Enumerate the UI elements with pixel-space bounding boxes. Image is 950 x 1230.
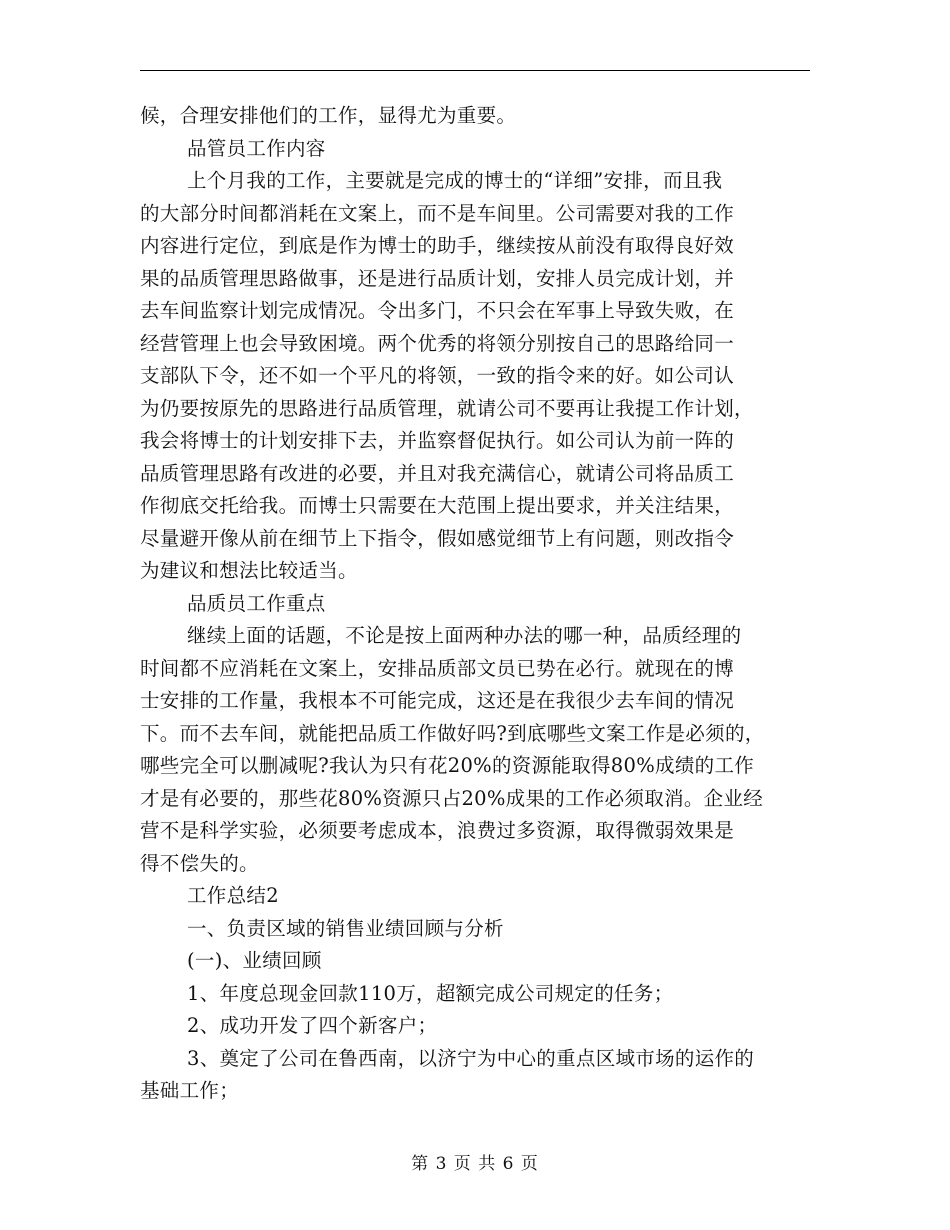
text-line: 哪些完全可以删减呢?我认为只有花20%的资源能取得80%成绩的工作 (140, 754, 755, 777)
header-rule (140, 70, 810, 71)
text-line: 营不是科学实验，必须要考虑成本，浪费过多资源，取得微弱效果是 (140, 819, 735, 842)
text-line: 2、成功开发了四个新客户； (187, 1014, 438, 1037)
text-line: 才是有必要的，那些花80%资源只占20%成果的工作必须取消。企业经 (140, 786, 764, 810)
text-line: 上个月我的工作，主要就是完成的博士的“详细”安排，而且我 (187, 169, 723, 192)
text-line: 支部队下令，还不如一个平凡的将领，一致的指令来的好。如公司认 (140, 364, 735, 387)
text-line: 品质管理思路有改进的必要，并且对我充满信心，就请公司将品质工 (140, 461, 735, 485)
text-line: 品管员工作内容 (187, 136, 326, 160)
text-line: 为建议和想法比较适当。 (140, 559, 358, 582)
text-line: 我会将博士的计划安排下去，并监察督促执行。如公司认为前一阵的 (140, 429, 735, 452)
page-number: 第 3 页 共 6 页 (411, 1154, 539, 1174)
text-line: 士安排的工作量，我根本不可能完成，这还是在我很少去车间的情况 (140, 689, 735, 712)
text-line: 果的品质管理思路做事，还是进行品质计划，安排人员完成计划，并 (140, 266, 735, 290)
text-line: 时间都不应消耗在文案上，安排品质部文员已势在必行。就现在的博 (140, 656, 735, 680)
text-line: 品质员工作重点 (187, 591, 326, 615)
text-line: 3、奠定了公司在鲁西南，以济宁为中心的重点区域市场的运作的 (187, 1046, 755, 1070)
text-line: 得不偿失的。 (140, 851, 259, 875)
text-line: 下。而不去车间，就能把品质工作做好吗?到底哪些文案工作是必须的， (140, 721, 765, 745)
document-body (140, 100, 810, 1108)
text-line: 的大部分时间都消耗在文案上，而不是车间里。公司需要对我的工作 (140, 201, 735, 225)
text-line: 一、负责区域的销售业绩回顾与分析 (187, 916, 504, 940)
text-line: 继续上面的话题，不论是按上面两种办法的哪一种，品质经理的 (187, 624, 742, 647)
text-line: 去车间监察计划完成情况。令出多门，不只会在军事上导致失败，在 (140, 299, 735, 322)
text-line: 基础工作； (140, 1079, 240, 1102)
text-line: 尽量避开像从前在细节上下指令，假如感觉细节上有问题，则改指令 (140, 526, 735, 550)
text-line: 作彻底交托给我。而博士只需要在大范围上提出要求，并关注结果， (140, 494, 735, 517)
text-line: 工作总结2 (187, 884, 279, 907)
text-line: 内容进行定位，到底是作为博士的助手，继续按从前没有取得良好效 (140, 234, 735, 257)
text-line: 候，合理安排他们的工作，显得尤为重要。 (140, 104, 517, 127)
text-line: 为仍要按原先的思路进行品质管理，就请公司不要再让我提工作计划， (140, 396, 754, 420)
text-line: 1、年度总现金回款110万，超额完成公司规定的任务； (187, 981, 674, 1005)
text-line: (一)、业绩回顾 (187, 949, 322, 972)
text-line: 经营管理上也会导致困境。两个优秀的将领分别按自己的思路给同一 (140, 331, 735, 355)
